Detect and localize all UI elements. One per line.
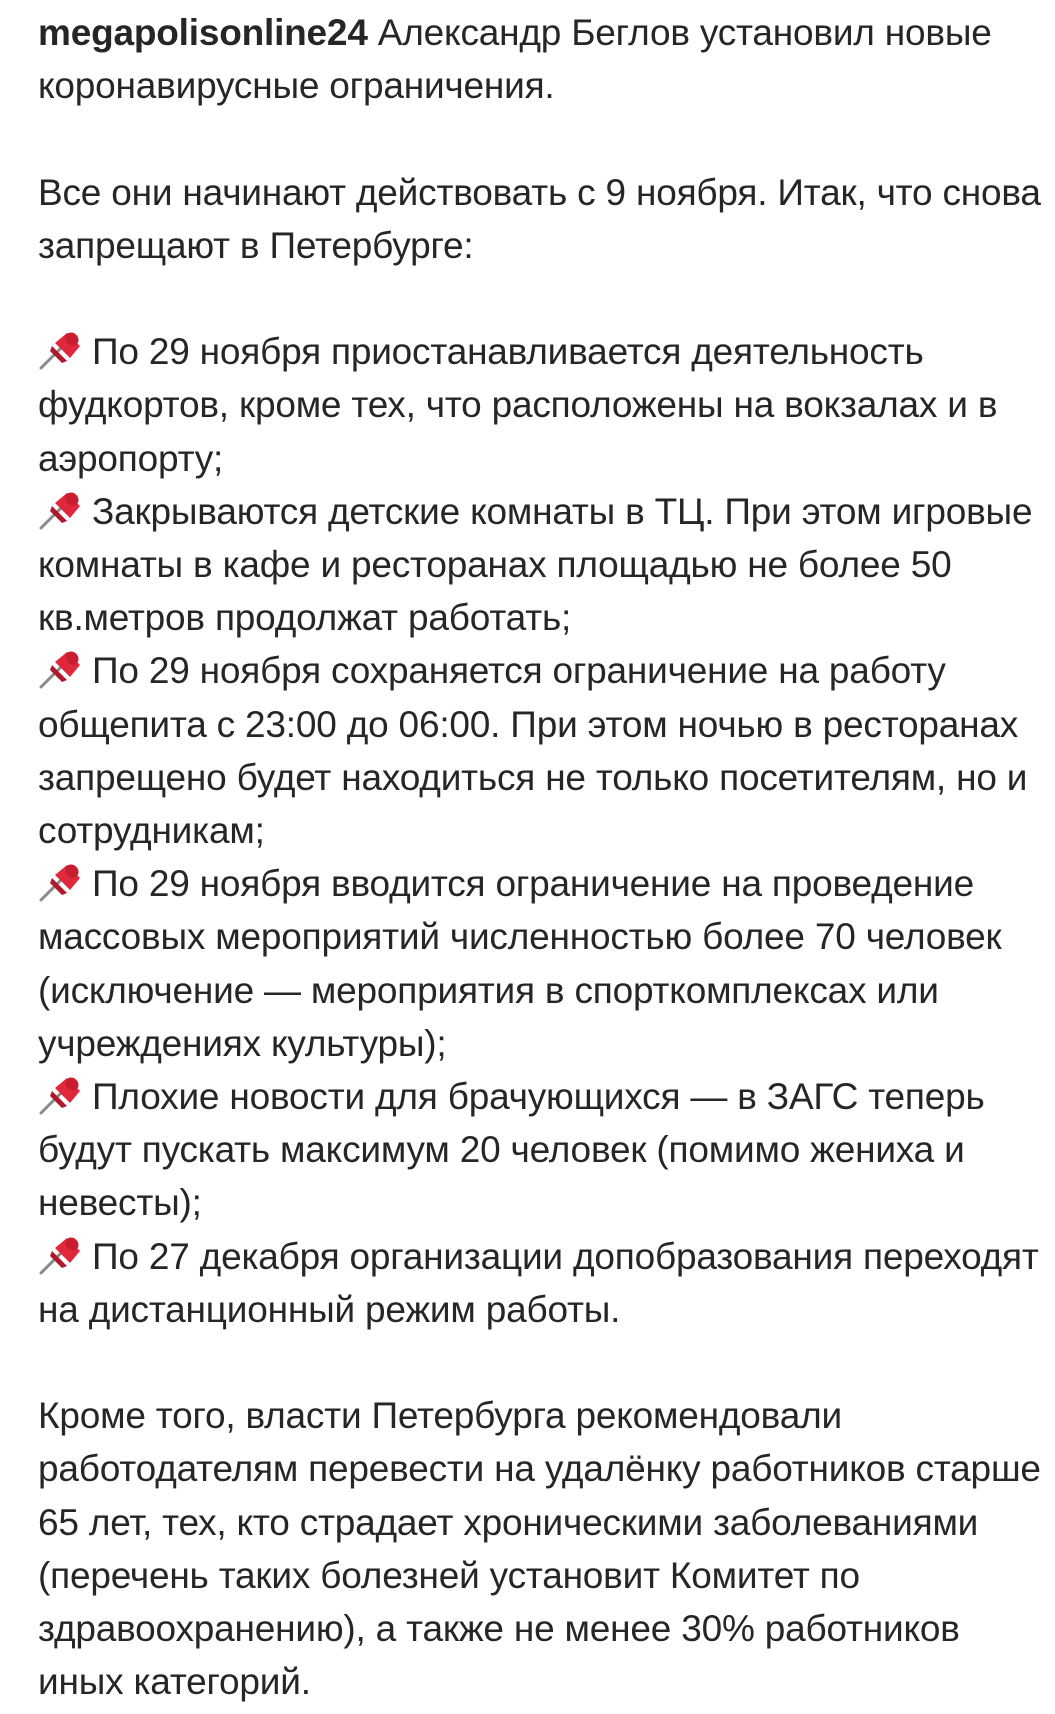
pushpin-icon bbox=[38, 1234, 84, 1276]
headline-text: Александр Беглов установил новые коронавирусные ограничения. bbox=[38, 12, 992, 107]
list-item bbox=[38, 485, 1048, 645]
spacer bbox=[38, 112, 1048, 165]
intro-text: Все они начинают действовать с 9 ноября. Итак, что снова запрещают в Петербурге: bbox=[38, 171, 1041, 266]
outro-text: Кроме того, власти Петербурга рекомендовали работодателям перевести на удалёнку работников старше 65 лет, тех, кто страдает хроническими заболеваниями (перечень таких болезней установит Комитет по здравоохранению), а также не менее 30% работников иных категорий. bbox=[38, 1395, 1041, 1703]
bullet-text: Плохие новости для брачующихся — в ЗАГС теперь будут пускать максимум 20 человек (помимо жениха и невесты); bbox=[38, 1076, 985, 1224]
pushpin-icon bbox=[38, 329, 84, 371]
list-item bbox=[38, 325, 1048, 485]
list-item bbox=[38, 857, 1048, 1070]
caption-headline bbox=[38, 6, 1048, 112]
bullet-text: По 29 ноября приостанавливается деятельность фудкортов, кроме тех, что расположены на вокзалах и в аэропорту; bbox=[38, 331, 998, 479]
pushpin-icon bbox=[38, 648, 84, 690]
bullet-text: По 29 ноября сохраняется ограничение на работу общепита с 23:00 до 06:00. При этом ночью в ресторанах запрещено будет находиться не только посетителям, но и сотрудникам; bbox=[38, 650, 1028, 852]
bullet-text: По 29 ноября вводится ограничение на проведение массовых мероприятий численностью более 70 человек (исключение — мероприятия в спорткомплексах или учреждениях культуры); bbox=[38, 863, 1002, 1064]
list-item bbox=[38, 1070, 1048, 1230]
bullet-text: Закрываются детские комнаты в ТЦ. При этом игровые комнаты в кафе и ресторанах площадью не более 50 кв.метров продолжат работать; bbox=[38, 490, 1033, 639]
bullet-list bbox=[38, 325, 1048, 1336]
pushpin-icon bbox=[38, 489, 84, 531]
pushpin-icon bbox=[38, 861, 84, 903]
list-item bbox=[38, 644, 1048, 857]
pushpin-icon bbox=[38, 1074, 84, 1116]
list-item bbox=[38, 1230, 1048, 1336]
bullet-text: По 27 декабря организации допобразования переходят на дистанционный режим работы. bbox=[38, 1235, 1039, 1330]
spacer bbox=[38, 272, 1048, 325]
post-caption bbox=[38, 6, 1048, 1708]
spacer bbox=[38, 1336, 1048, 1389]
username-link[interactable]: megapolisonline24 bbox=[38, 12, 368, 53]
